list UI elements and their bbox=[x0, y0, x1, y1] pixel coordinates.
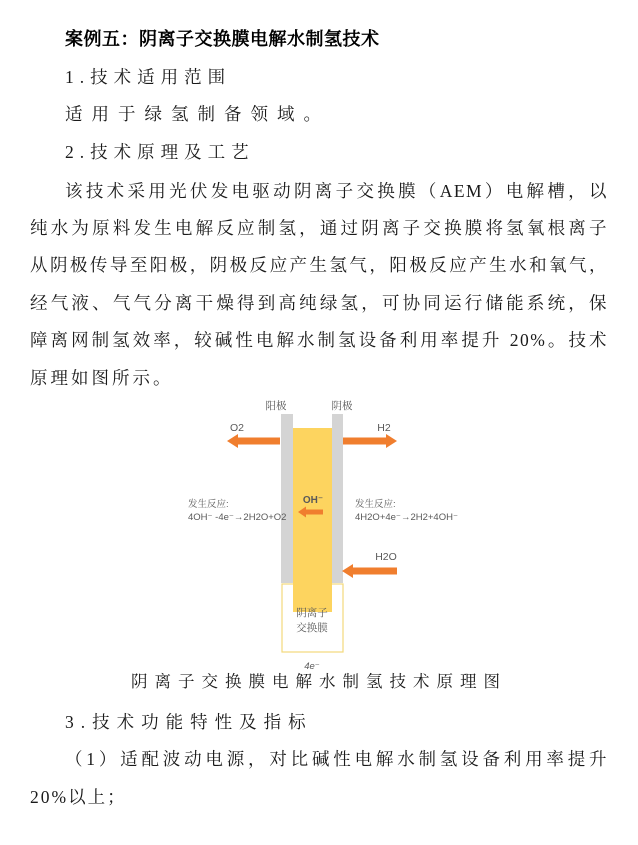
membrane-strip bbox=[293, 428, 332, 612]
scope-text: 适用于绿氢制备领域。 bbox=[65, 104, 330, 124]
section-heading-features: 3.技术功能特性及指标 bbox=[65, 712, 313, 732]
case-title: 案例五：阴离子交换膜电解水制氢技术 bbox=[65, 29, 380, 49]
anode-reaction-title: 发生反应: bbox=[188, 499, 229, 510]
cathode-label: 阴极 bbox=[331, 400, 353, 412]
anode-label: 阳极 bbox=[265, 400, 287, 412]
anode-bar bbox=[281, 414, 293, 583]
o2-label: O2 bbox=[229, 422, 245, 434]
cathode-reaction-formula: 4H2O+4e⁻→2H2+4OH⁻ bbox=[355, 512, 458, 523]
cathode-bar bbox=[332, 414, 343, 583]
o2-flow-arrow bbox=[227, 434, 280, 448]
body-line: 该技术采用光伏发电驱动阴离子交换膜（AEM）电解槽，以 bbox=[65, 181, 608, 201]
body-line: 经气液、气气分离干燥得到高纯绿氢，可协同运行储能系统，保 bbox=[30, 293, 608, 313]
section-heading-principle: 2.技术原理及工艺 bbox=[65, 142, 255, 162]
aem-electrolysis-figure bbox=[30, 395, 608, 673]
body-line: 障离网制氢效率，较碱性电解水制氢设备利用率提升 20%。技术 bbox=[30, 330, 608, 350]
h2-flow-arrow bbox=[343, 434, 397, 448]
oh-ion-label: OH⁻ bbox=[302, 495, 324, 506]
body-line: （1）适配波动电源，对比碱性电解水制氢设备利用率提升 bbox=[65, 749, 608, 769]
anode-reaction-formula: 4OH⁻ -4e⁻→2H2O+O2 bbox=[188, 512, 287, 523]
body-line: 原理如图所示。 bbox=[30, 368, 174, 388]
aem-electrolysis-diagram bbox=[30, 395, 608, 673]
body-line: 纯水为原料发生电解反应制氢，通过阴离子交换膜将氢氧根离子 bbox=[30, 218, 608, 238]
figure-caption: 阴离子交换膜电解水制氢技术原理图 bbox=[131, 672, 507, 691]
h2o-flow-arrow bbox=[342, 564, 397, 578]
section-heading-scope: 1.技术适用范围 bbox=[65, 67, 232, 87]
h2o-label: H2O bbox=[375, 551, 397, 563]
cathode-reaction-title: 发生反应: bbox=[355, 499, 396, 510]
membrane-label-line2: 交换膜 bbox=[296, 622, 328, 634]
membrane-label-line1: 阴离子 bbox=[296, 607, 328, 619]
h2-label: H2 bbox=[377, 422, 391, 434]
electron-label: 4e⁻ bbox=[304, 661, 320, 672]
body-line: 20%以上； bbox=[30, 787, 127, 807]
body-line: 从阴极传导至阳极，阴极反应产生氢气，阳极反应产生水和氧气， bbox=[30, 255, 608, 275]
